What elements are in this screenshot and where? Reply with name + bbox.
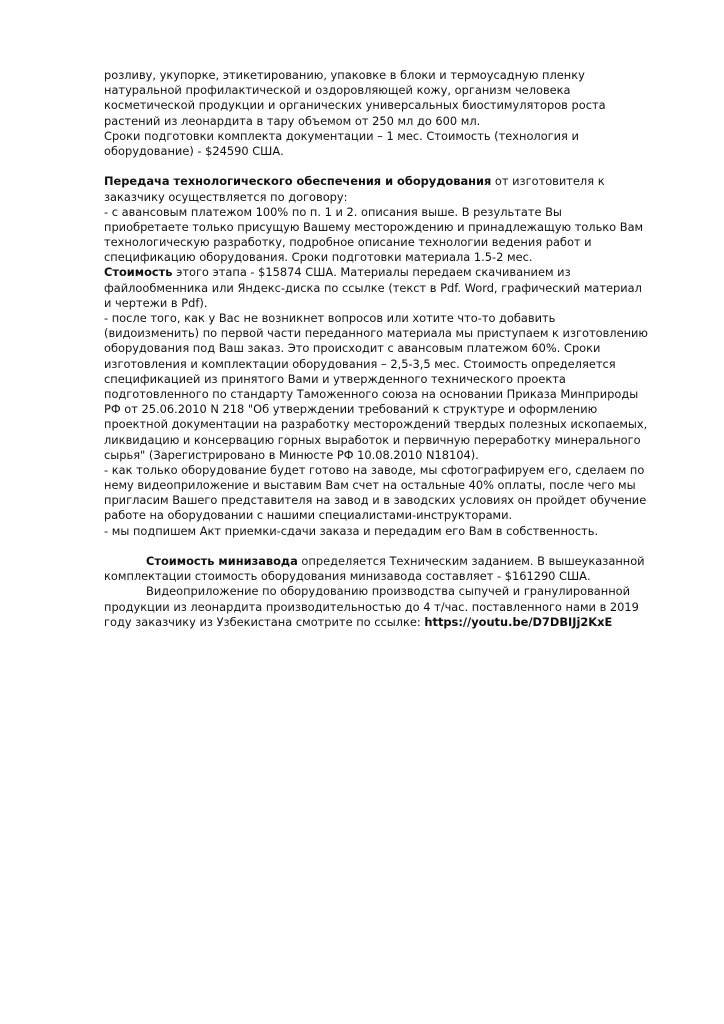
text-line: - как только оборудование будет готово на заводе, мы сфотографируем его, сделаем по [104, 462, 645, 477]
text-line: - после того, как у Вас не возникнет вопросов или хотите что-то добавить [104, 311, 556, 325]
text-line: файлообменника или Яндекс-диска по ссылке (текст в Pdf. Word, графический материал [104, 280, 642, 295]
text-line: розливу, укупорке, этикетированию, упаковке в блоки и термоусадную пленку [104, 68, 585, 82]
text-line: оборудование) - $24590 США. [104, 143, 284, 158]
text-line: растений из леонардита в тару объемом от 250 мл до 600 мл. [104, 113, 481, 128]
miniplant-cost-label: Стоимость минизавода [146, 554, 298, 568]
text-line: пригласим Вашего представителя на завод и в заводских условиях он пройдет обучение [104, 493, 647, 508]
miniplant-section [104, 554, 670, 630]
transfer-heading-rest: от изготовителя к [491, 174, 605, 189]
video-link-line [104, 615, 670, 630]
text-line: косметической продукции и органических универсальных биостимуляторов роста [104, 98, 606, 113]
cost-label: Стоимость [104, 265, 173, 280]
cost-text: этого этапа - $15874 США. Материалы передаем скачиванием из [172, 265, 571, 280]
video-link-text: году заказчику из Узбекистана смотрите по ссылке: [104, 614, 425, 629]
text-line: РФ от 25.06.2010 N 218 "Об утверждении требований к структуре и оформлению [104, 402, 598, 417]
text-line: проектной документации на разработку месторождений твердых полезных ископаемых, [104, 417, 648, 432]
text-line: (видоизменить) по первой части переданного материала мы приступаем к изготовлению [104, 326, 649, 341]
transfer-section [104, 174, 670, 539]
miniplant-cost-text: определяется Техническим заданием. В вышеуказанной [297, 554, 645, 568]
text-line: заказчику осуществляется по договору: [104, 189, 348, 204]
text-line: изготовления и комплектации оборудования – 2,5-3,5 мес. Стоимость определяется [104, 356, 616, 371]
text-line: ликвидацию и консервацию горных выработок и первичную переработку минерального [104, 432, 641, 447]
document-page [104, 68, 670, 630]
video-link[interactable]: https://youtu.be/D7DBIJj2KxE [424, 614, 613, 629]
paragraph-gap [104, 539, 670, 554]
text-line: оборудования под Ваш заказ. Это происходит с авансовым платежом 60%. Сроки [104, 341, 601, 356]
text-line: натуральной профилактической и оздоровляющей кожу, организм человека [104, 83, 571, 98]
text-line: продукции из леонардита производительностью до 4 т/час. поставленного нами в 2019 [104, 599, 639, 614]
intro-paragraph [104, 68, 670, 159]
text-line: спецификацию оборудования. Сроки подготовки материала 1.5-2 мес. [104, 250, 533, 265]
text-line: и чертежи в Pdf). [104, 295, 208, 310]
text-line: приобретаете только присущую Вашему месторождению и принадлежащую только Вам [104, 219, 644, 234]
text-line: комплектации стоимость оборудования минизавода составляет - $161290 США. [104, 569, 591, 584]
text-line: Сроки подготовки комплекта документации – 1 мес. Стоимость (технология и [104, 128, 579, 143]
miniplant-cost-line [104, 554, 670, 569]
text-line: спецификацией из принятого Вами и утвержденного технического проекта [104, 371, 566, 386]
text-line: нему видеоприложение и выставим Вам счет на остальные 40% оплаты, после чего мы [104, 478, 636, 493]
paragraph-gap [104, 159, 670, 174]
cost-line [104, 265, 670, 280]
transfer-heading-line [104, 174, 670, 189]
text-line: работе на оборудовании с нашими специалистами-инструкторами. [104, 508, 513, 523]
text-line: сырья" (Зарегистрировано в Минюсте РФ 10.08.2010 N18104). [104, 447, 479, 462]
text-line: Видеоприложение по оборудованию производства сыпучей и гранулированной [146, 584, 631, 599]
text-line: - мы подпишем Акт приемки-сдачи заказа и передадим его Вам в собственность. [104, 523, 599, 538]
text-line: технологическую разработку, подробное описание технологии ведения работ и [104, 235, 592, 250]
transfer-heading: Передача технологического обеспечения и оборудования [104, 174, 492, 189]
text-line: подготовленного по стандарту Таможенного союза на основании Приказа Минприроды [104, 386, 639, 401]
text-line: - с авансовым платежом 100% по п. 1 и 2. описания выше. В результате Вы [104, 204, 562, 219]
